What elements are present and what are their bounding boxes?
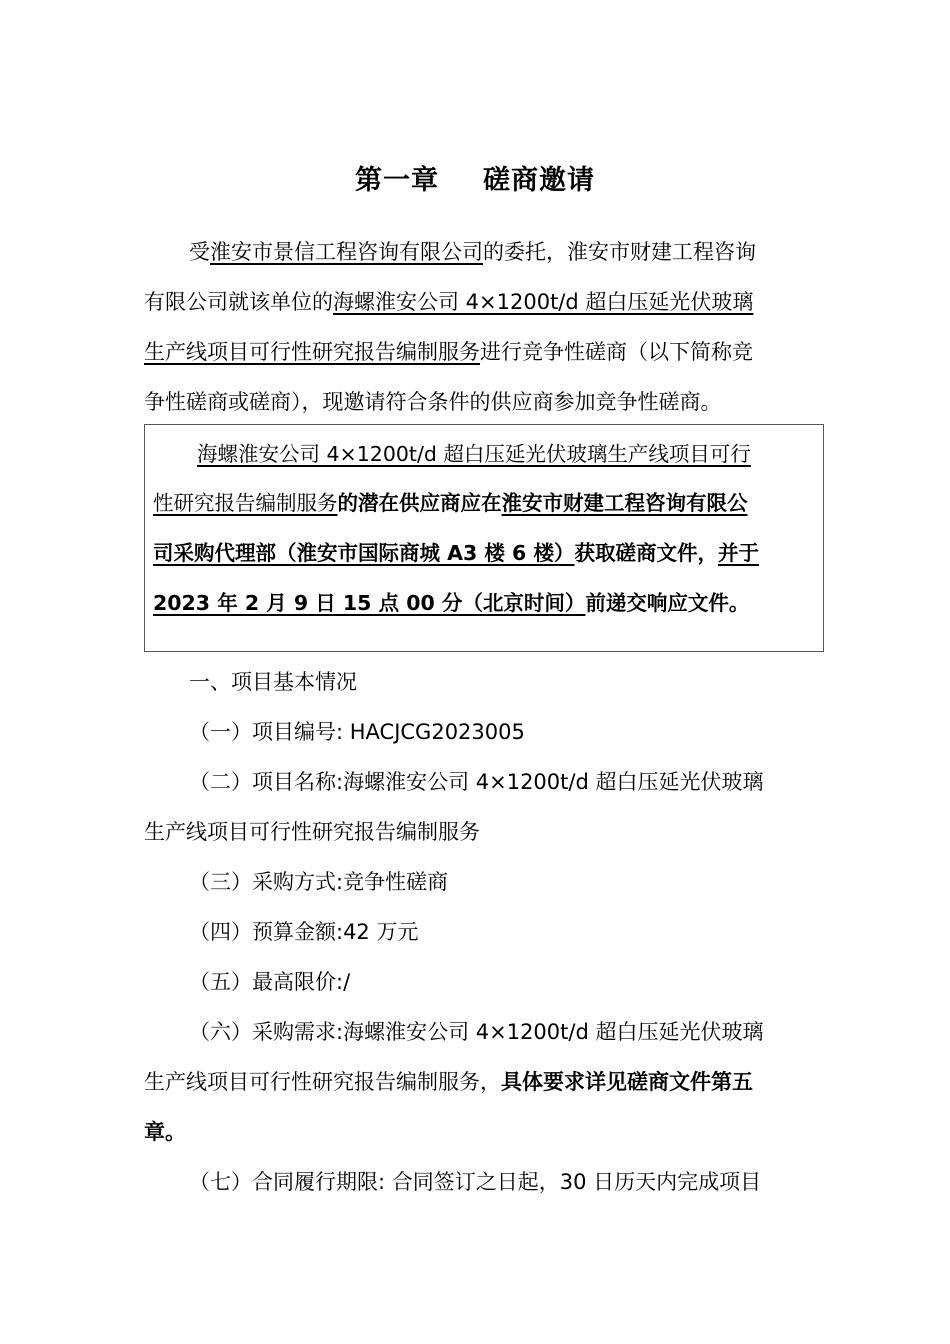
project-name: 海螺淮安公司 4×1200t/d 超白压延光伏玻璃: [333, 290, 754, 314]
project-name: 海螺淮安公司 4×1200t/d 超白压延光伏玻璃生产线项目可行: [197, 442, 751, 466]
notice-line-3: [153, 536, 759, 566]
intro-text: 的委托，淮安市财建工程咨询: [483, 240, 756, 264]
agency-address: 司采购代理部（淮安市国际商城 A3 楼 6 楼）: [153, 541, 575, 565]
item-project-number: （一）项目编号: HACJCG2023005: [189, 720, 525, 744]
item-budget: （四）预算金额:42 万元: [189, 920, 419, 944]
project-name: 性研究报告编制服务: [153, 491, 338, 515]
item-contract-period: （七）合同履行期限: 合同签订之日起，30 日历天内完成项目: [189, 1170, 762, 1194]
notice-box: [144, 424, 824, 652]
intro-line-3: [144, 336, 753, 366]
item-requirements: （六）采购需求:海螺淮安公司 4×1200t/d 超白压延光伏玻璃: [189, 1020, 764, 1044]
notice-text: 前递交响应文件。: [585, 591, 750, 615]
client-name: 淮安市景信工程咨询有限公司: [210, 240, 483, 264]
requirements-note: 具体要求详见磋商文件第五: [501, 1070, 753, 1094]
item-procurement-method: （三）采购方式:竞争性磋商: [189, 870, 449, 894]
notice-line-2: [153, 486, 748, 516]
item-project-name: （二）项目名称:海螺淮安公司 4×1200t/d 超白压延光伏玻璃: [189, 770, 764, 794]
item-max-price: （五）最高限价:/: [189, 970, 351, 994]
section-heading: 一、项目基本情况: [189, 670, 357, 694]
notice-line-4: [153, 586, 749, 616]
intro-line-4: 争性磋商或磋商），现邀请符合条件的供应商参加竞争性磋商。: [144, 390, 722, 414]
requirements-text: 生产线项目可行性研究报告编制服务，: [144, 1070, 501, 1094]
chapter-number: 第一章: [355, 165, 439, 196]
deadline: 2023 年 2 月 9 日 15 点 00 分（北京时间）: [153, 591, 586, 615]
intro-line-1: [189, 236, 756, 266]
intro-line-2: [144, 286, 753, 316]
project-name: 生产线项目可行性研究报告编制服务: [144, 340, 480, 364]
chapter-name: 磋商邀请: [483, 165, 595, 196]
item-project-name-cont: 生产线项目可行性研究报告编制服务: [144, 820, 480, 844]
intro-text: 受: [189, 240, 210, 264]
intro-text: 进行竞争性磋商（以下简称竞: [480, 340, 753, 364]
notice-text: 获取磋商文件，: [574, 541, 718, 565]
item-requirements-end: 章。: [144, 1120, 186, 1144]
agency-name: 淮安市财建工程咨询有限公: [501, 491, 748, 515]
item-requirements-cont: [144, 1066, 753, 1096]
notice-text: 的潜在供应商应在: [337, 491, 502, 515]
intro-text: 有限公司就该单位的: [144, 290, 333, 314]
notice-line-1: [197, 437, 751, 467]
chapter-title: [0, 158, 950, 197]
notice-text: 并于: [717, 541, 759, 565]
